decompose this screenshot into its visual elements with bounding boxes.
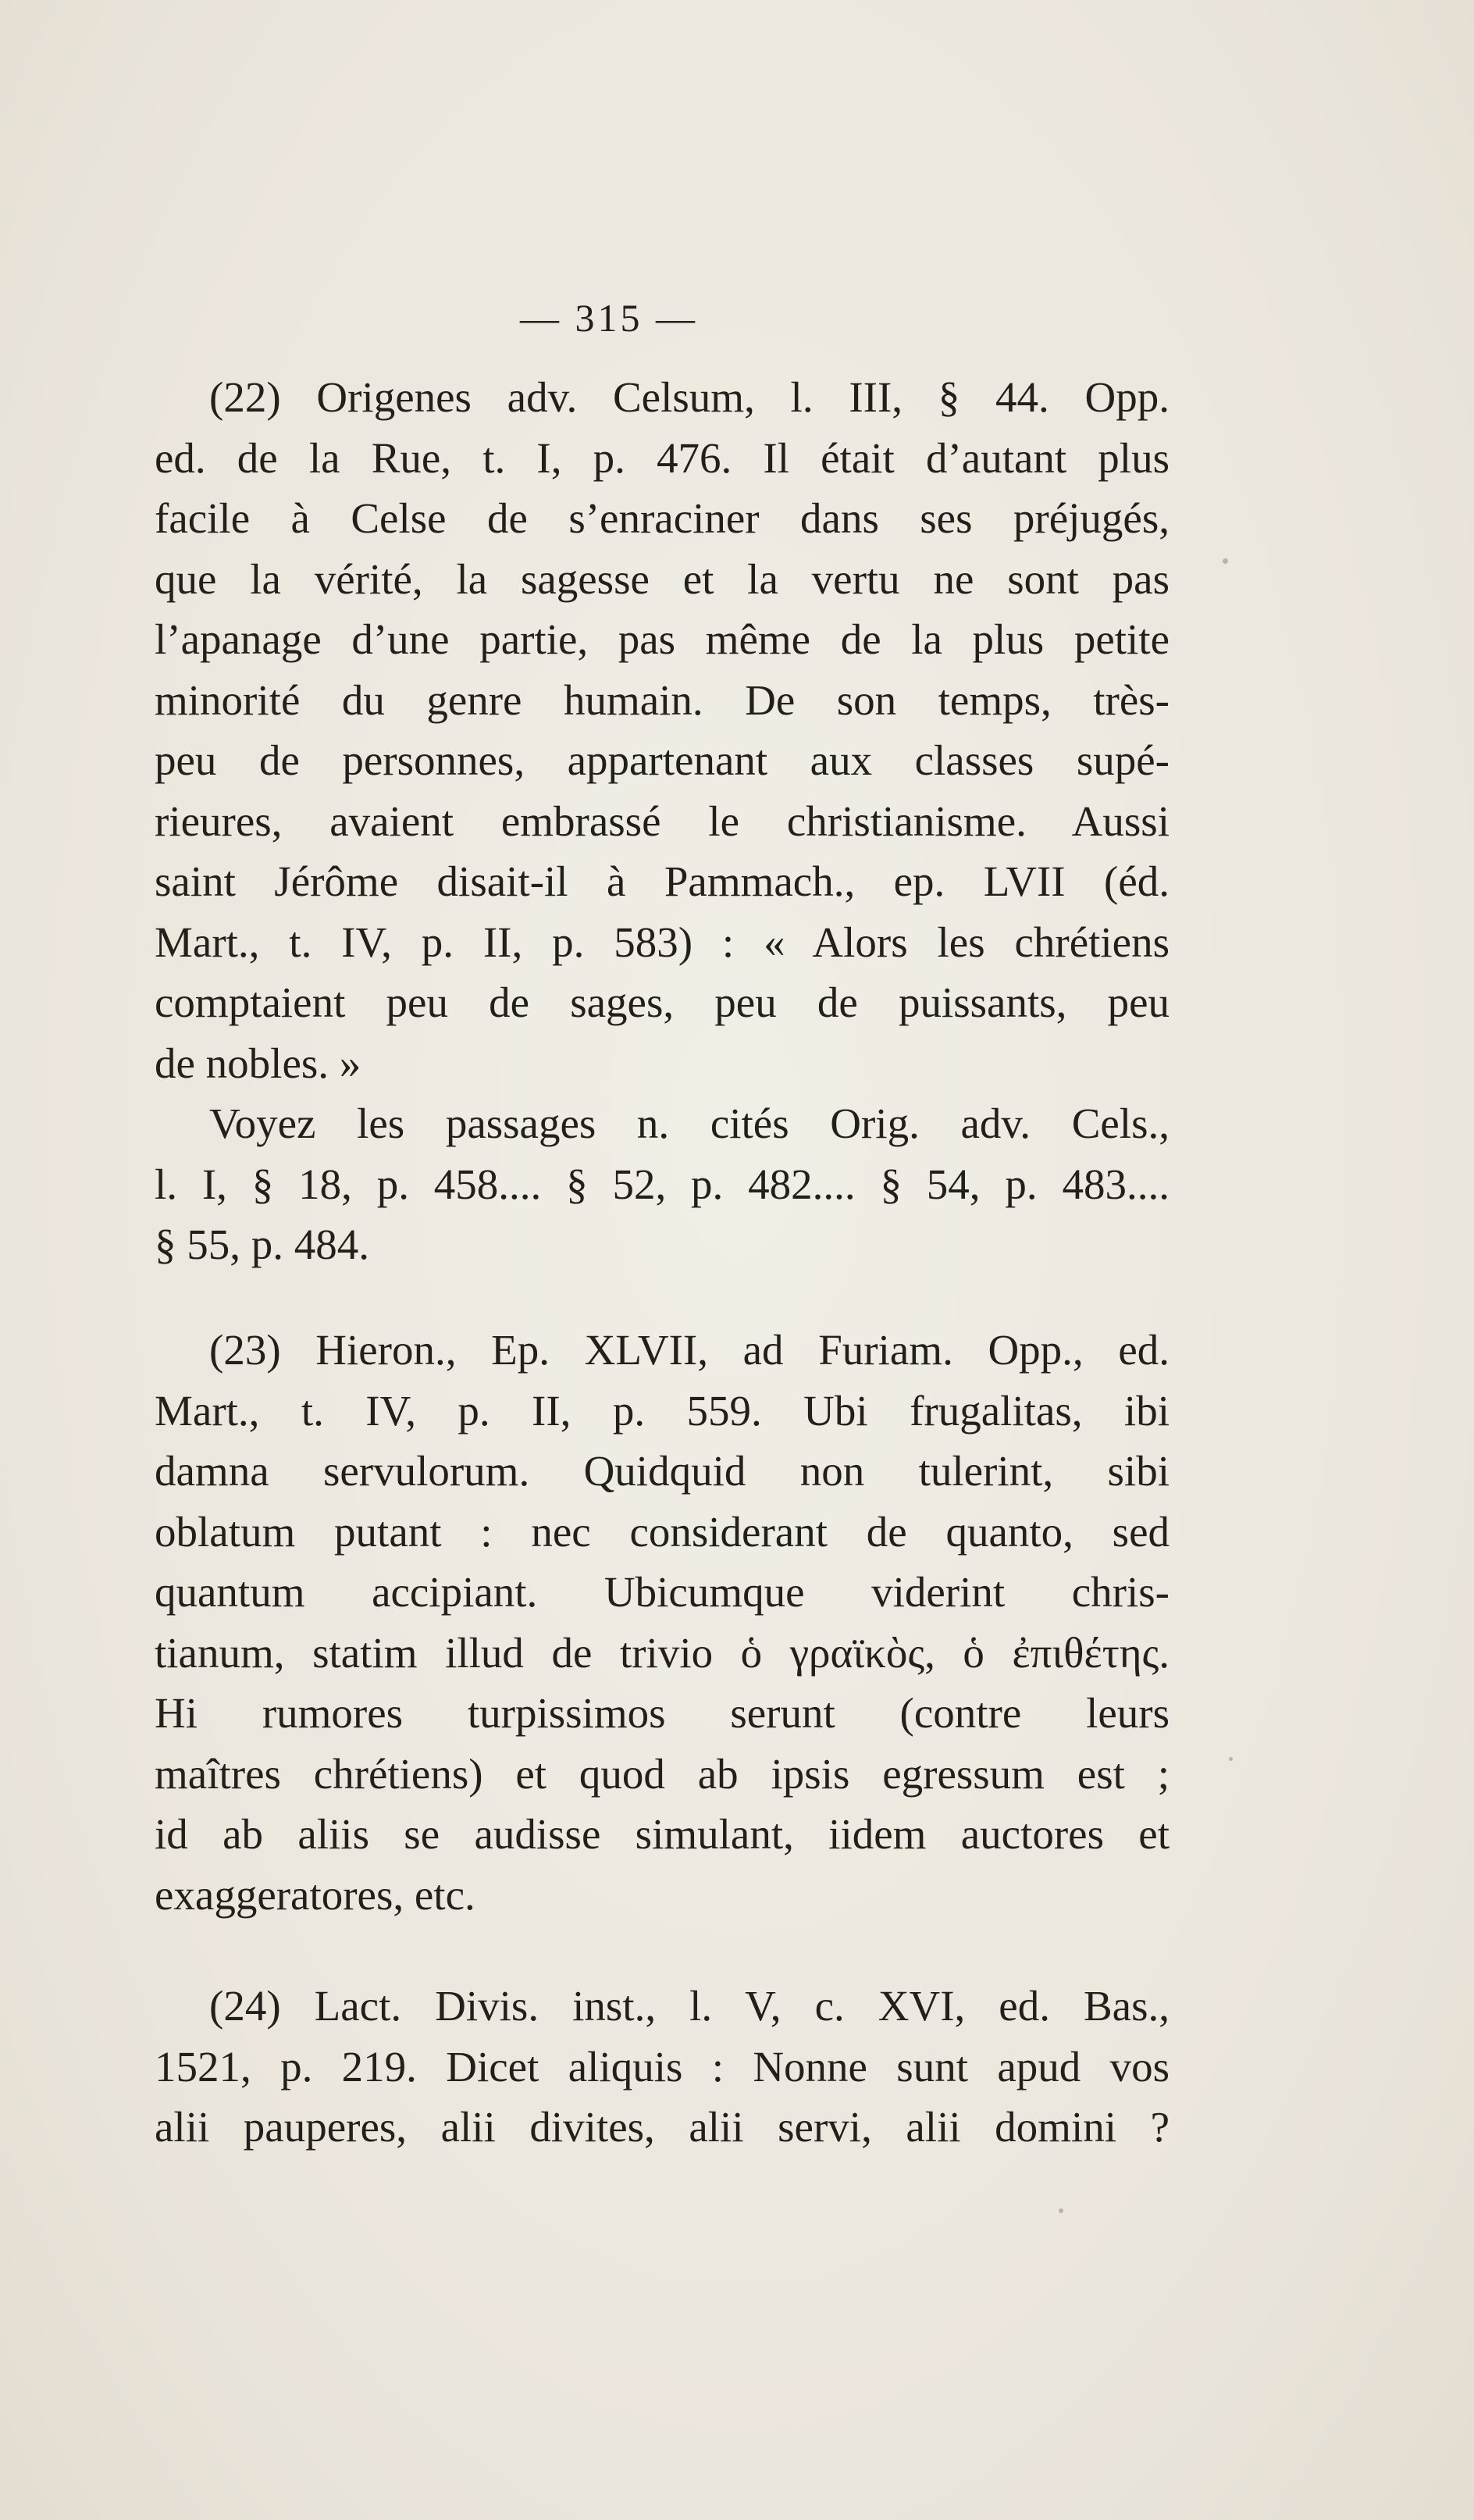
text-line: damna servulorum. Quidquid non tulerint, sibi: [155, 1447, 1170, 1495]
text-line: que la vérité, la sagesse et la vertu ne sont pas: [155, 554, 1170, 603]
text-line: rieures, avaient embrassé le christianisme. Aussi: [155, 797, 1170, 845]
text-line: alii pauperes, alii divites, alii servi, alii domini ?: [155, 2103, 1170, 2151]
paper-speck: [1229, 1757, 1233, 1761]
paper-speck: [1059, 2208, 1063, 2213]
text-line: l’apanage d’une partie, pas même de la plus petite: [155, 615, 1170, 663]
text-line: oblatum putant : nec considerant de quanto, sed: [155, 1507, 1170, 1556]
page-number: — 315 —: [520, 296, 698, 340]
text-line: Hi rumores turpissimos serunt (contre leurs: [155, 1689, 1170, 1737]
text-line: minorité du genre humain. De son temps, très-: [155, 675, 1170, 724]
text-line: ed. de la Rue, t. I, p. 476. Il était d’autant plus: [155, 433, 1170, 482]
footnote-24: [155, 1976, 1170, 2158]
footnote-22: [155, 367, 1170, 1275]
text-line: (23) Hieron., Ep. XLVII, ad Furiam. Opp., ed.: [209, 1326, 1170, 1374]
text-line: l. I, § 18, p. 458.... § 52, p. 482.... § 54, p. 483....: [155, 1160, 1170, 1208]
text-line: saint Jérôme disait-il à Pammach., ep. LVII (éd.: [155, 857, 1170, 905]
paper-speck: [1223, 558, 1228, 564]
text-line: id ab aliis se audisse simulant, iidem auctores et: [155, 1810, 1170, 1858]
text-line: facile à Celse de s’enraciner dans ses préjugés,: [155, 494, 1170, 542]
text-line: exaggeratores, etc.: [155, 1870, 475, 1919]
text-line: (22) Origenes adv. Celsum, l. III, § 44. Opp.: [209, 373, 1170, 421]
text-line: peu de personnes, appartenant aux classes supé-: [155, 736, 1170, 784]
text-line: quantum accipiant. Ubicumque viderint chris-: [155, 1568, 1170, 1616]
text-line: Mart., t. IV, p. II, p. 583) : « Alors les chrétiens: [155, 918, 1170, 966]
text-line: maîtres chrétiens) et quod ab ipsis egressum est ;: [155, 1749, 1170, 1798]
text-line: comptaient peu de sages, peu de puissants, peu: [155, 978, 1170, 1026]
footnote-23: [155, 1320, 1170, 1925]
text-line: tianum, statim illud de trivio ὁ γραϊκὸς, ὁ ἐπιθέτης.: [155, 1628, 1170, 1677]
text-line: Mart., t. IV, p. II, p. 559. Ubi frugalitas, ibi: [155, 1386, 1170, 1435]
text-line: (24) Lact. Divis. inst., l. V, c. XVI, ed. Bas.,: [209, 1982, 1170, 2030]
text-line: de nobles. »: [155, 1039, 361, 1087]
text-line: § 55, p. 484.: [155, 1221, 369, 1268]
text-line: Voyez les passages n. cités Orig. adv. Cels.,: [209, 1100, 1170, 1147]
text-line: 1521, p. 219. Dicet aliquis : Nonne sunt apud vos: [155, 2042, 1170, 2090]
